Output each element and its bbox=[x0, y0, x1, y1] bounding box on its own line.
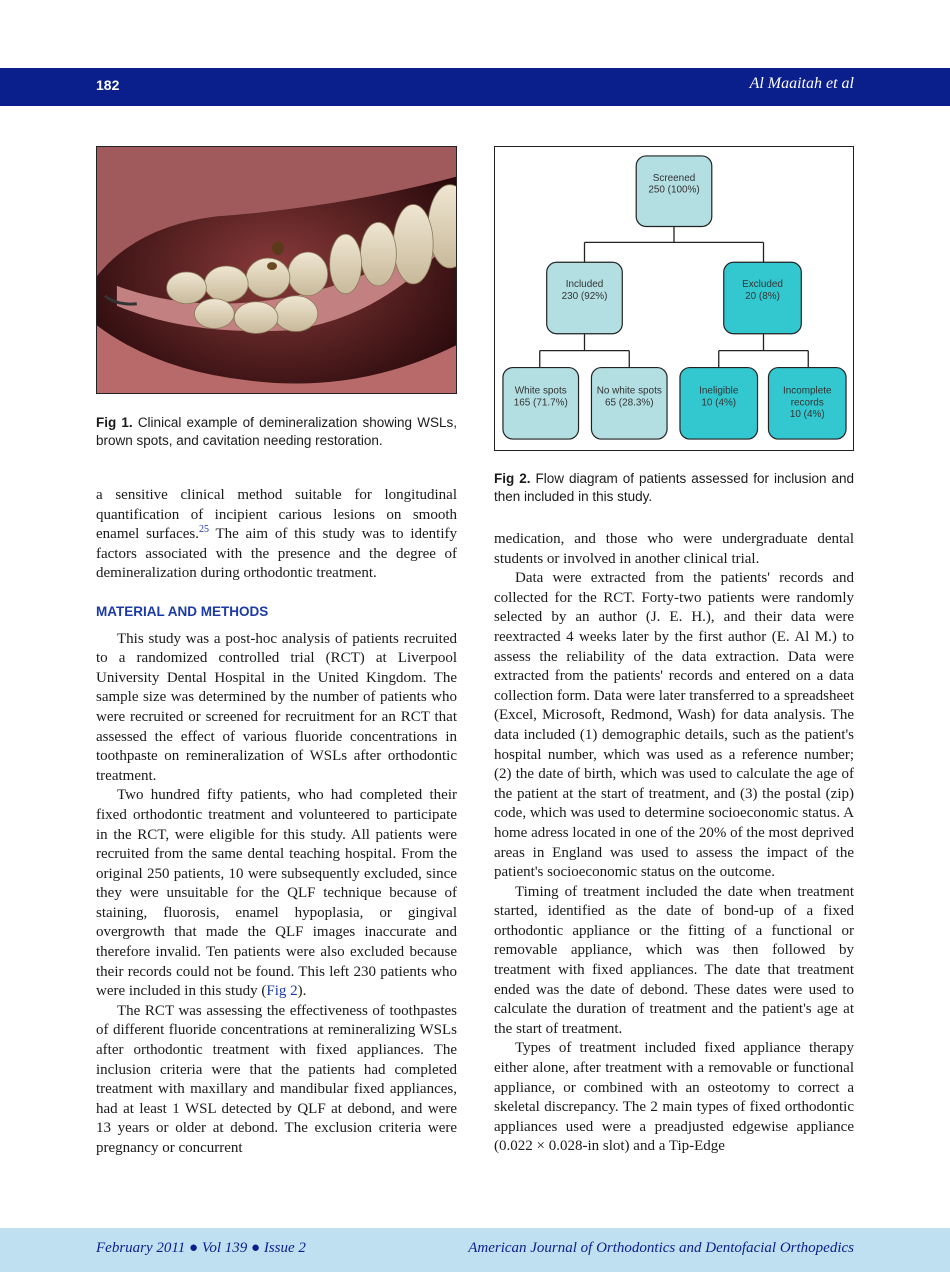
running-head: Al Maaitah et al bbox=[749, 75, 854, 92]
methods-paragraph-2-text: Two hundred fifty patients, who had completed their fixed orthodontic treatment and volunteered to participate in the RCT, were eligible for this study. All patients were recruited from the same dental teaching hospital. From the original 250 patients, 10 were subsequently excluded, since they were unsuitable for the QLF technique because of staining, fluorosis, enamel hypoplasia, or gingival overgrowth that made the QLF images inaccurate and therefore invalid. Ten patients were also excluded because their records could not be found. This left 230 patients who were included in this study ( bbox=[96, 787, 457, 1000]
flow-diagram-svg bbox=[495, 147, 853, 450]
figure1-caption-text: Clinical example of demineralization showing WSLs, brown spots, and cavitation needing restoration. bbox=[96, 415, 457, 448]
left-column bbox=[96, 486, 457, 1159]
node-ineligible-value: 10 (4%) bbox=[701, 397, 737, 409]
node-incomplete-value: 10 (4%) bbox=[789, 409, 825, 421]
footer-issue: February 2011 ● Vol 139 ● Issue 2 bbox=[96, 1240, 306, 1256]
node-incomplete-label2: records bbox=[790, 397, 824, 409]
right-paragraph-3: Types of treatment included fixed appliance therapy either alone, after treatment with a removable or functional appliance, or combined with an osteotomy to correct a skeletal discrepancy. The 2 main types of fixed orthodontic appliances used were a preadjusted edgewise appliance (0.022 × 0.028-in slot) and a Tip-Edge bbox=[494, 1040, 854, 1155]
node-included-label: Included bbox=[565, 279, 604, 291]
node-excluded-label: Excluded bbox=[742, 279, 783, 291]
intro-paragraph bbox=[96, 486, 457, 584]
reference-25[interactable]: 25 bbox=[198, 524, 209, 536]
right-paragraph-2: Timing of treatment included the date when treatment started, identified as the date of bond-up of a fixed orthodontic appliance or the fitting of a functional or removable appliance, which was then followed by treatment with fixed appliances. The date that treatment ended was the date of debond. These dates were used to calculate the duration of treatment and the patient's age at the start of treatment. bbox=[494, 883, 854, 1037]
node-no-white-spots-value: 65 (28.3%) bbox=[604, 397, 654, 409]
right-column bbox=[494, 530, 854, 1157]
figure2-label: Fig 2. bbox=[494, 471, 531, 486]
node-screened-value: 250 (100%) bbox=[648, 184, 700, 196]
node-white-spots-label: White spots bbox=[514, 385, 567, 397]
right-paragraph-0: medication, and those who were undergraduate dental students or involved in another clinical trial. bbox=[494, 531, 854, 567]
node-no-white-spots-label: No white spots bbox=[596, 385, 662, 397]
figure1-photo bbox=[96, 146, 457, 394]
figure2-caption-text: Flow diagram of patients assessed for inclusion and then included in this study. bbox=[494, 471, 854, 504]
page-header bbox=[0, 68, 950, 106]
node-excluded-value: 20 (8%) bbox=[745, 291, 780, 302]
page-number: 182 bbox=[96, 77, 120, 93]
node-screened-label: Screened bbox=[652, 172, 696, 184]
section-heading-methods: MATERIAL AND METHODS bbox=[96, 603, 269, 619]
node-ineligible-label: Ineligible bbox=[699, 385, 739, 397]
intro-text: a sensitive clinical method suitable for longitudinal quantification of incipient carious lesions on smooth enamel surfaces. bbox=[96, 487, 457, 543]
fig2-link[interactable]: Fig 2 bbox=[266, 983, 298, 1000]
page-footer bbox=[0, 1228, 950, 1272]
methods-paragraph-2-end: ). bbox=[297, 983, 307, 1000]
figure2-flow-diagram bbox=[494, 146, 854, 451]
methods-paragraph-1: This study was a post-hoc analysis of patients recruited to a randomized controlled trial (RCT) at Liverpool University Dental Hospital in the United Kingdom. The sample size was determined by the number of patients who were recruited or screened for recruitment for an RCT that assessed the effect of various fluoride concentrations in toothpaste on remineralization of WSLs after orthodontic treatment. bbox=[96, 630, 457, 784]
node-white-spots-value: 165 (71.7%) bbox=[513, 397, 568, 409]
node-included-value: 230 (92%) bbox=[561, 291, 608, 302]
figure2-caption bbox=[494, 470, 854, 506]
methods-paragraph-2 bbox=[96, 786, 457, 1002]
right-paragraph-1: Data were extracted from the patients' records and collected for the RCT. Forty-two patients were randomly selected by an author (J. E. H.), and their data were reextracted 4 weeks later by the first author (E. Al M.) to assess the reliability of the data extraction. Data were extracted from the patients' records and entered on a data collection form. Data were later transferred to a spreadsheet (Excel, Microsoft, Redmond, Wash) for data analysis. The data included (1) demographic details, such as the patient's hospital number, which was used as a reference number; (2) the date of birth, which was used to calculate the age of the patient at the start of treatment, and (3) the postal (zip) code, which was used to determine socioeconomic status. A home adress located in one of the 20% of the most deprived areas in England was used to assess the impact of the patient's socioeconomic status on the outcome. bbox=[494, 570, 854, 881]
footer-journal: American Journal of Orthodontics and Dentofacial Orthopedics bbox=[468, 1240, 854, 1256]
figure1-caption bbox=[96, 414, 457, 450]
figure1-label: Fig 1. bbox=[96, 415, 133, 430]
node-incomplete-label: Incomplete bbox=[782, 385, 832, 397]
methods-paragraph-3: The RCT was assessing the effectiveness of toothpastes of different fluoride concentrations at remineralizing WSLs after orthodontic treatment with fixed appliances. The inclusion criteria were that the patients had completed treatment with maxillary and mandibular fixed appliances, had at least 1 WSL detected by QLF at debond, and were 13 years or older at debond. The exclusion criteria were pregnancy or concurrent bbox=[96, 1002, 457, 1156]
intro-text-cont: The aim of this study was to identify factors associated with the presence and the degree of demineralization during orthodontic treatment. bbox=[96, 526, 457, 582]
